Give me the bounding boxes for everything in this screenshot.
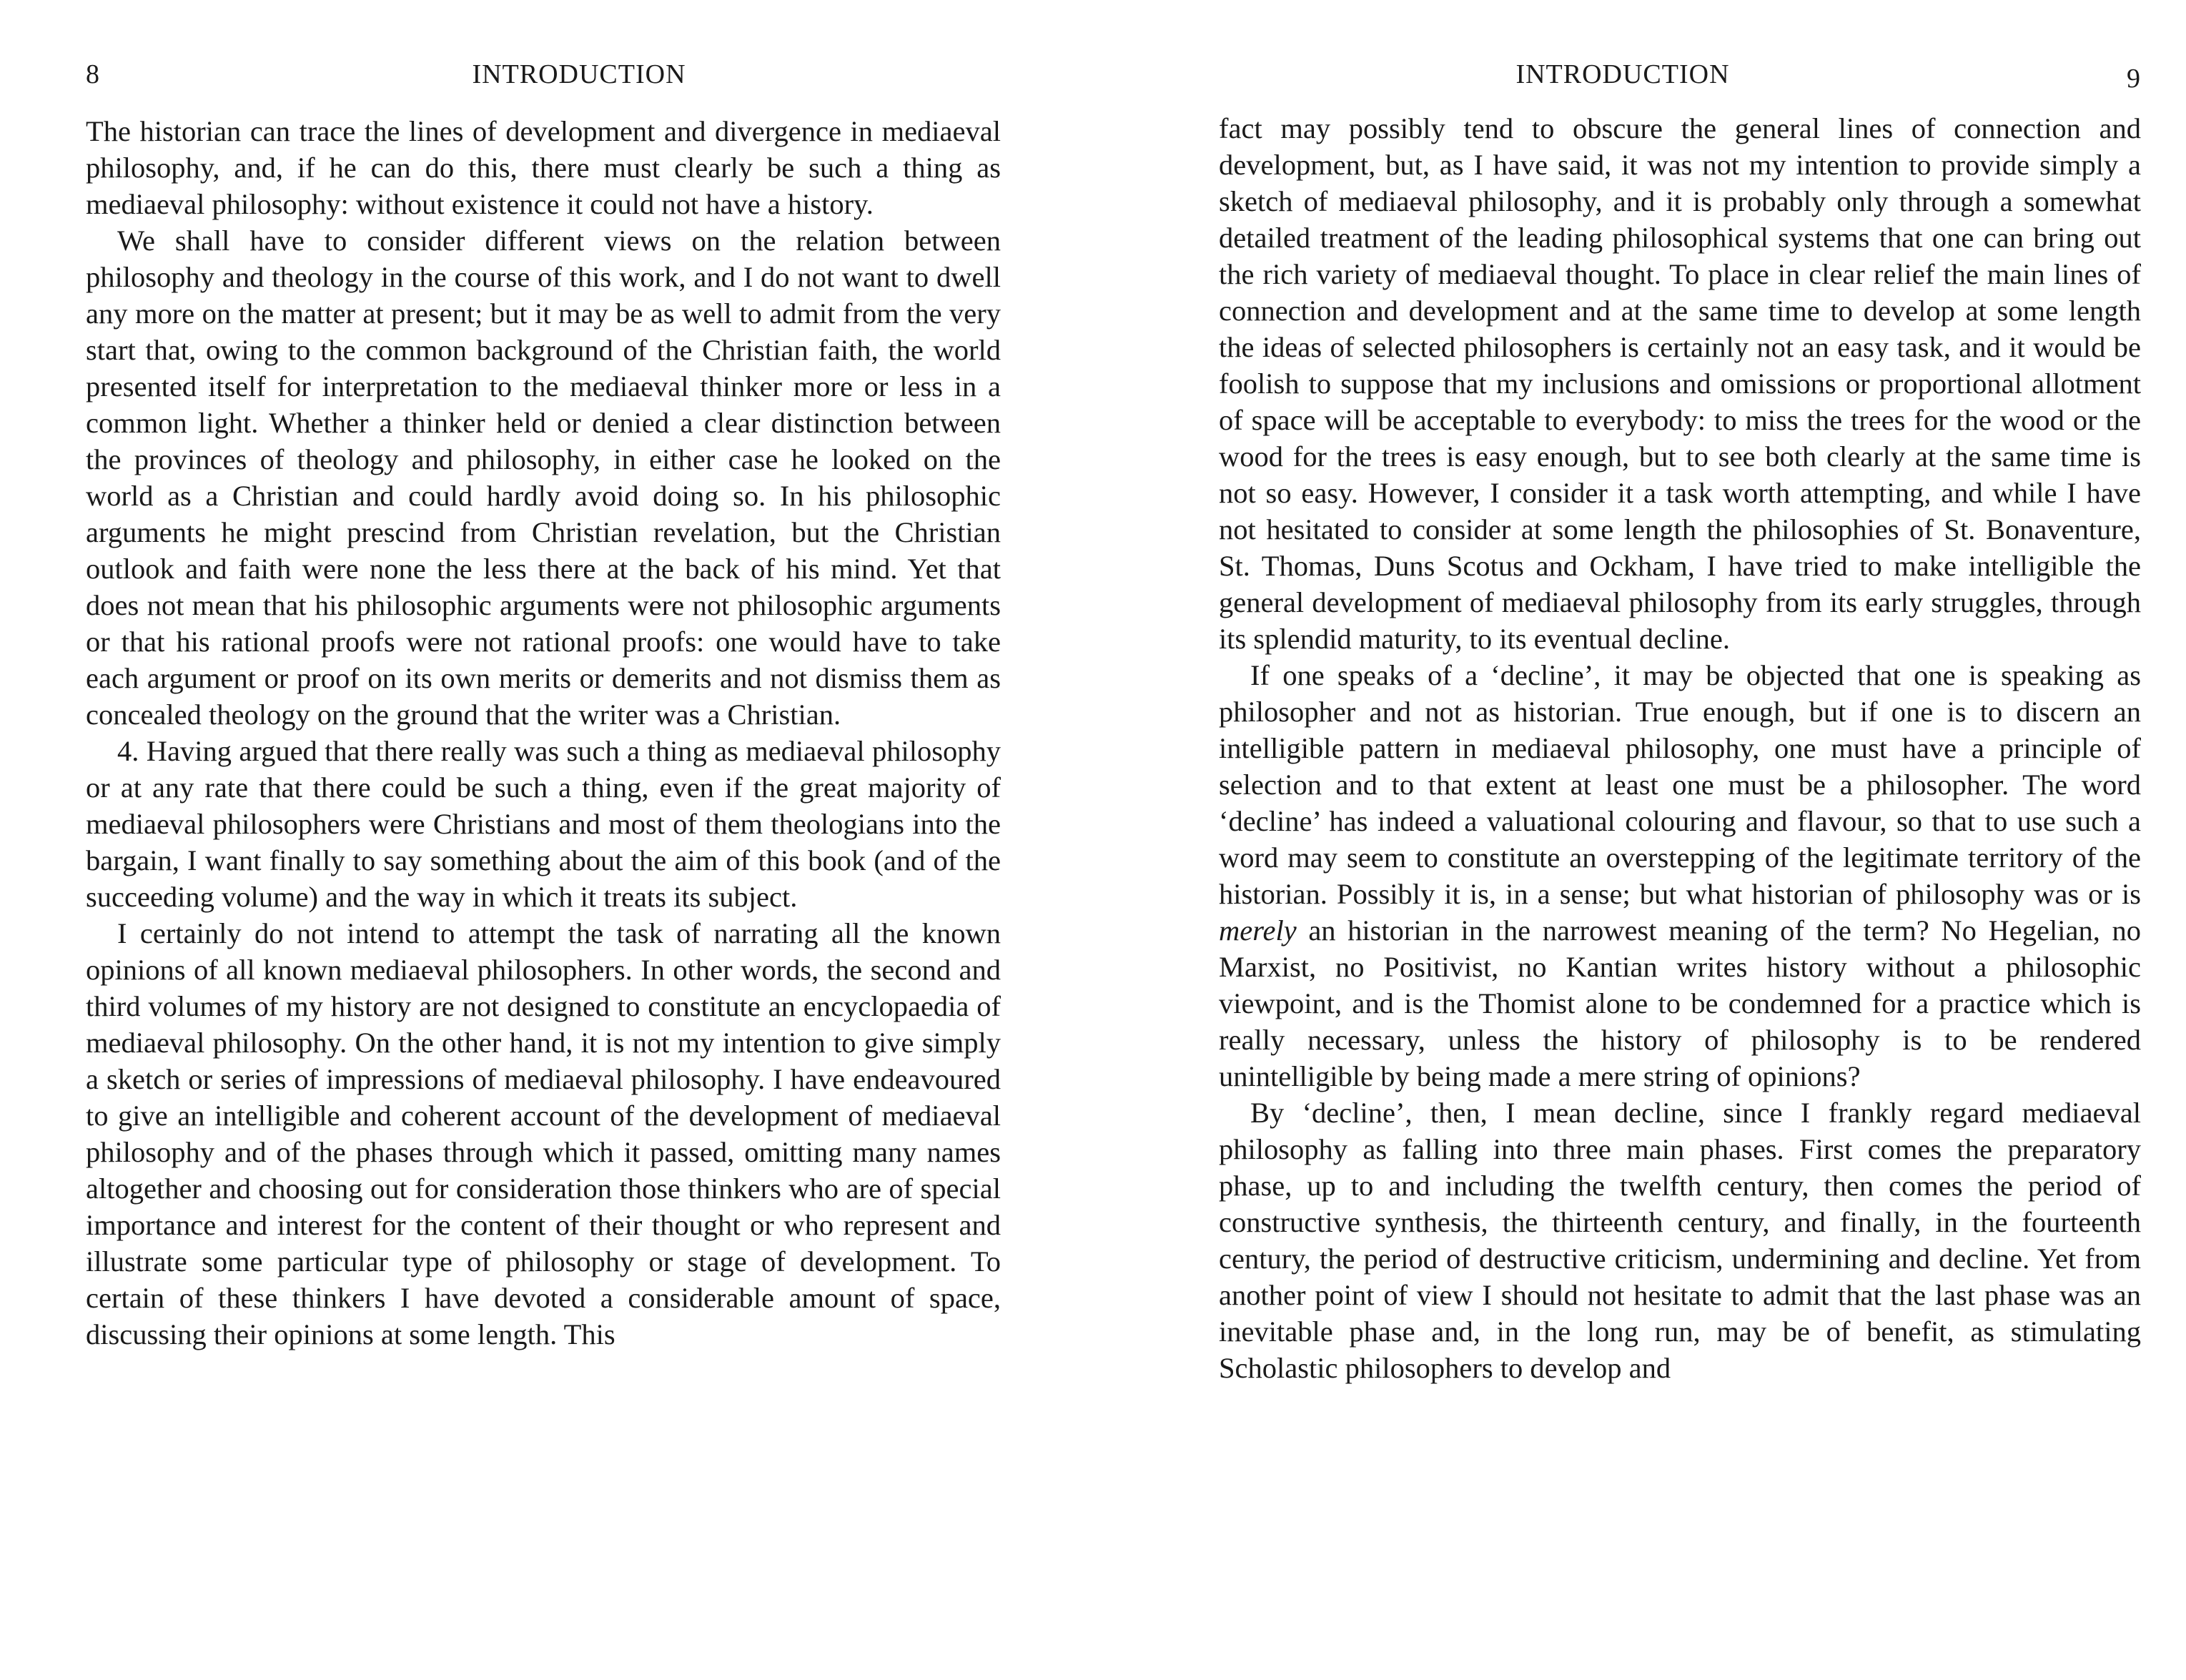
left-paragraph-1: The historian can trace the lines of development and divergence in mediaeval philosophy, and, if he can do this, there must clearly be such a thing as mediaeval philosophy: without existence it could not have a history. (86, 115, 1001, 220)
right-paragraph-2-part-b: an historian in the narrowest meaning of the term? No Hegelian, no Marxist, no Positivist, no Kantian writes history without a philosophic viewpoint, and is the Thomist alone to be condemned for a practice which is really necessary, unless the history of philosophy is to be rendered unintelligible by being made a mere string of opinions? (1219, 914, 2141, 1092)
right-paragraph-1: fact may possibly tend to obscure the general lines of connection and development, but, as I have said, it was not my intention to provide simply a sketch of mediaeval philosophy, and it is probably only through a somewhat detailed treatment of the leading philosophical systems that one can bring out the rich variety of mediaeval thought. To place in clear relief the main lines of connection and development and at the same time to develop at some length the ideas of selected philosophers is certainly not an easy task, and it would be foolish to suppose that my inclusions and omissions or proportional allotment of space will be acceptable to everybody: to miss the trees for the wood or the wood for the trees is easy enough, but to see both clearly at the same time is not so easy. However, I consider it a task worth attempting, and while I have not hesitated to consider at some length the philosophies of St. Bonaventure, St. Thomas, Duns Scotus and Ockham, I have tried to make intelligible the general development of mediaeval philosophy from its early struggles, through its splendid maturity, to its eventual decline. (1219, 112, 2141, 655)
left-running-head (86, 59, 1001, 94)
left-paragraph-2: We shall have to consider different views on the relation between philosophy and theology in the course of this work, and I do not want to dwell any more on the matter at present; but it may be as well to admit from the very start that, owing to the common background of the Christian faith, the world presented itself for interpretation to the mediaeval thinker more or less in a common light. Whether a thinker held or denied a clear distinction between the provinces of theology and philosophy, in either case he looked on the world as a Christian and could hardly avoid doing so. In his philosophic arguments he might prescind from Christian revelation, but the Christian outlook and faith were none the less there at the back of his mind. Yet that does not mean that his philosophic arguments were not philosophic arguments or that his rational proofs were not rational proofs: one would have to take each argument or proof on its own merits or demerits and not dismiss them as concealed theology on the ground that the writer was a Christian. (86, 224, 1001, 731)
right-page (1219, 0, 2141, 1680)
right-paragraph-3: By ‘decline’, then, I mean decline, since I frankly regard mediaeval philosophy as falling into three main phases. First comes the preparatory phase, up to and including the twelfth century, then comes the period of constructive synthesis, the thirteenth century, and finally, in the fourteenth century, the period of destructive criticism, undermining and decline. Yet from another point of view I should not hesitate to admit that the last phase was an inevitable phase and, in the long run, may be of benefit, as stimulating Scholastic philosophers to develop and (1219, 1097, 2141, 1384)
left-page-number: 8 (86, 59, 100, 89)
right-page-number: 9 (2127, 64, 2141, 94)
right-paragraph-2 (1219, 657, 2141, 1095)
right-body-text (1219, 110, 2141, 1386)
right-paragraph-2-part-a: If one speaks of a ‘decline’, it may be objected that one is speaking as philosopher and not as historian. True enough, but if one is to discern an intelligible pattern in mediaeval philosophy, one must have a principle of selection and to that extent at least one must be a philosopher. The word ‘decline’ has indeed a valuational colouring and flavour, so that to use such a word may seem to constitute an overstepping of the legitimate territory of the historian. Possibly it is, in a sense; but what historian of philosophy was or is (1219, 659, 2141, 910)
left-running-title: INTRODUCTION (472, 59, 686, 89)
left-page (86, 0, 1001, 1680)
emphasis-merely: merely (1219, 914, 1297, 947)
left-paragraph-3: 4. Having argued that there really was such a thing as mediaeval philosophy or at any rate that there could be such a thing, even if the great majority of mediaeval philosophers were Christians and most of them theologians into the bargain, I want finally to say something about the aim of this book (and of the succeeding volume) and the way in which it treats its subject. (86, 735, 1001, 913)
left-paragraph-4: I certainly do not intend to attempt the task of narrating all the known opinions of all known mediaeval philosophers. In other words, the second and third volumes of my history are not designed to constitute an encyclopaedia of mediaeval philosophy. On the other hand, it is not my intention to give simply a sketch or series of impressions of mediaeval philosophy. I have endeavoured to give an intelligible and coherent account of the development of mediaeval philosophy and of the phases through which it passed, omitting many names altogether and choosing out for consideration those thinkers who are of special importance and interest for the content of their thought or who represent and illustrate some particular type of philosophy or stage of development. To certain of these thinkers I have devoted a considerable amount of space, discussing their opinions at some length. This (86, 917, 1001, 1350)
right-running-head (1219, 59, 2141, 94)
left-body-text (86, 113, 1001, 1353)
right-running-title: INTRODUCTION (1515, 59, 1730, 89)
